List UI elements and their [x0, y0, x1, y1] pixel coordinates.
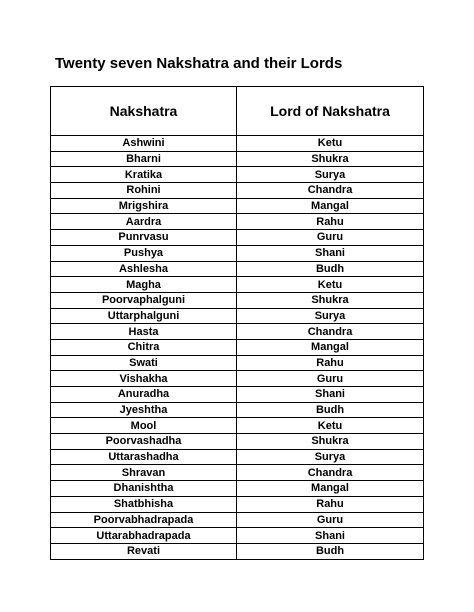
nakshatra-cell: Poorvabhadrapada: [51, 512, 237, 528]
table-row: [51, 465, 424, 481]
table-body: [51, 136, 424, 560]
nakshatra-cell: Rohini: [51, 183, 237, 199]
table-row: [51, 496, 424, 512]
table-row: [51, 434, 424, 450]
table-header: [51, 87, 424, 136]
lord-cell: Surya: [237, 167, 424, 183]
lord-cell: Ketu: [237, 418, 424, 434]
table-row: [51, 355, 424, 371]
nakshatra-cell: Aardra: [51, 214, 237, 230]
table-row: [51, 230, 424, 246]
lord-cell: Mangal: [237, 481, 424, 497]
lord-cell: Surya: [237, 449, 424, 465]
lord-cell: Shani: [237, 528, 424, 544]
table-row: [51, 402, 424, 418]
table-row: [51, 198, 424, 214]
nakshatra-cell: Ashwini: [51, 136, 237, 152]
nakshatra-cell: Hasta: [51, 324, 237, 340]
lord-cell: Guru: [237, 230, 424, 246]
table-row: [51, 481, 424, 497]
table-row: [51, 512, 424, 528]
lord-cell: Guru: [237, 371, 424, 387]
lord-cell: Mangal: [237, 339, 424, 355]
nakshatra-cell: Chitra: [51, 339, 237, 355]
nakshatra-cell: Bharni: [51, 151, 237, 167]
table-row: [51, 136, 424, 152]
lord-cell: Shani: [237, 387, 424, 403]
table-row: [51, 371, 424, 387]
nakshatra-cell: Poorvashadha: [51, 434, 237, 450]
lord-cell: Budh: [237, 402, 424, 418]
nakshatra-cell: Poorvaphalguni: [51, 292, 237, 308]
table-row: [51, 387, 424, 403]
lord-cell: Rahu: [237, 355, 424, 371]
lord-cell: Budh: [237, 261, 424, 277]
lord-cell: Surya: [237, 308, 424, 324]
table-row: [51, 183, 424, 199]
header-nakshatra: Nakshatra: [51, 87, 237, 136]
table-row: [51, 543, 424, 559]
lord-cell: Chandra: [237, 183, 424, 199]
nakshatra-cell: Anuradha: [51, 387, 237, 403]
nakshatra-table: [50, 86, 424, 560]
lord-cell: Guru: [237, 512, 424, 528]
table-row: [51, 308, 424, 324]
table-row: [51, 261, 424, 277]
nakshatra-cell: Mrigshira: [51, 198, 237, 214]
nakshatra-cell: Punrvasu: [51, 230, 237, 246]
page-title: Twenty seven Nakshatra and their Lords: [55, 55, 343, 72]
nakshatra-cell: Mool: [51, 418, 237, 434]
nakshatra-cell: Vishakha: [51, 371, 237, 387]
lord-cell: Ketu: [237, 136, 424, 152]
table-row: [51, 528, 424, 544]
header-lord: Lord of Nakshatra: [237, 87, 424, 136]
lord-cell: Budh: [237, 543, 424, 559]
lord-cell: Rahu: [237, 214, 424, 230]
nakshatra-cell: Uttarphalguni: [51, 308, 237, 324]
nakshatra-cell: Swati: [51, 355, 237, 371]
table-row: [51, 214, 424, 230]
nakshatra-cell: Revati: [51, 543, 237, 559]
table-row: [51, 339, 424, 355]
lord-cell: Ketu: [237, 277, 424, 293]
table-row: [51, 167, 424, 183]
nakshatra-cell: Kratika: [51, 167, 237, 183]
nakshatra-cell: Uttarashadha: [51, 449, 237, 465]
table-row: [51, 324, 424, 340]
lord-cell: Shukra: [237, 434, 424, 450]
lord-cell: Shukra: [237, 292, 424, 308]
nakshatra-cell: Pushya: [51, 245, 237, 261]
table-row: [51, 292, 424, 308]
nakshatra-cell: Jyeshtha: [51, 402, 237, 418]
table-row: [51, 151, 424, 167]
nakshatra-cell: Magha: [51, 277, 237, 293]
nakshatra-cell: Shatbhisha: [51, 496, 237, 512]
lord-cell: Chandra: [237, 465, 424, 481]
nakshatra-cell: Ashlesha: [51, 261, 237, 277]
nakshatra-cell: Uttarabhadrapada: [51, 528, 237, 544]
header-row: [51, 87, 424, 136]
table-row: [51, 449, 424, 465]
nakshatra-cell: Dhanishtha: [51, 481, 237, 497]
lord-cell: Chandra: [237, 324, 424, 340]
lord-cell: Mangal: [237, 198, 424, 214]
nakshatra-cell: Shravan: [51, 465, 237, 481]
table-row: [51, 277, 424, 293]
table-row: [51, 418, 424, 434]
table-row: [51, 245, 424, 261]
lord-cell: Shukra: [237, 151, 424, 167]
lord-cell: Shani: [237, 245, 424, 261]
lord-cell: Rahu: [237, 496, 424, 512]
